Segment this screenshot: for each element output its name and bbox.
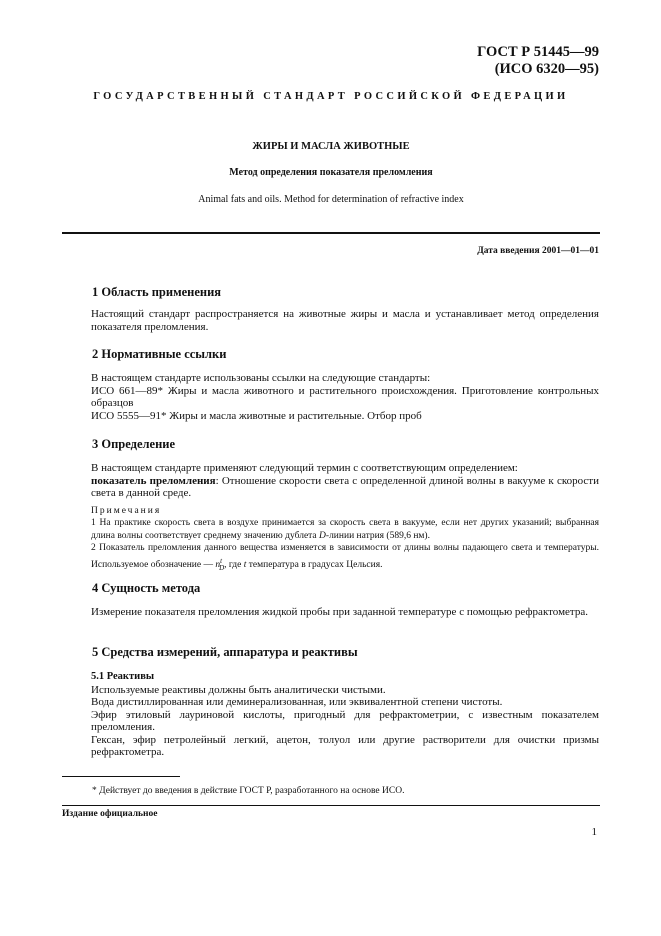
section-body-1 (91, 308, 599, 333)
document-title: ЖИРЫ И МАСЛА ЖИВОТНЫЕ (252, 141, 410, 152)
paragraph: В настоящем стандарте применяют следующий термин с соответствующим определением: (91, 462, 518, 474)
designation-iso: (ИСО 6320—95) (494, 61, 599, 77)
section-heading-1: 1 Область применения (92, 285, 222, 299)
state-standard-banner: ГОСУДАРСТВЕННЫЙ СТАНДАРТ РОССИЙСКОЙ ФЕДЕРАЦИИ (93, 91, 569, 102)
standard-designation (477, 44, 599, 78)
note-2: 2 Показатель преломления данного вещества изменяется в зависимости от длины волны падающего света и температуры. Используемое обозначение — $n^t_D$, где t температура в градусах Цельсия. (91, 543, 599, 572)
paragraph: В настоящем стандарте использованы ссылки на следующие стандарты: (91, 372, 431, 384)
paragraph: Вода дистиллированная или деминерализованная, или эквивалентной степени чистоты. (91, 696, 503, 708)
footnote-divider (62, 776, 180, 777)
footnote: * Действует до введения в действие ГОСТ Р, разработанного на основе ИСО. (92, 786, 405, 796)
section-heading-3: 3 Определение (92, 437, 176, 451)
note-1: 1 На практике скорость света в воздухе принимается за скорость света в вакууме, если нет других указаний; выбранная длина волны соответствует среднему значению дублета D-линии натрия (589,6 нм). (91, 518, 599, 541)
section-body-4 (91, 606, 599, 619)
section-heading-2: 2 Нормативные ссылки (92, 347, 227, 361)
reference-item: ИСО 661—89* Жиры и масла животного и растительного происхождения. Приготовление контрольных образцов (91, 384, 599, 409)
paragraph: Гексан, эфир петролейный легкий, ацетон, толуол или другие растворители для очистки призмы рефрактометра. (91, 733, 599, 758)
defined-term: показатель преломления (91, 474, 216, 487)
document-subtitle: Метод определения показателя преломления (229, 167, 433, 178)
definition-paragraph (91, 475, 599, 500)
term-definition: : Отношение скорости света с определенной длиной волны в вакууме к скорости света в данной среде. (91, 474, 599, 499)
subsection-heading: 5.1 Реактивы (91, 671, 155, 682)
section-heading-4: 4 Сущность метода (92, 581, 201, 595)
refractive-index-symbol: $n^t_D$ (215, 556, 225, 572)
section-body-2 (91, 372, 599, 422)
notes-heading: Примечания (91, 505, 162, 516)
edition-divider (62, 805, 600, 806)
section-body-3 (91, 462, 599, 574)
reference-item: ИСО 5555—91* Жиры и масла животные и растительные. Отбор проб (91, 409, 422, 422)
paragraph: Настоящий стандарт распространяется на животные жиры и масла и устанавливает метод определения показателя преломления. (91, 308, 599, 333)
paragraph: Эфир этиловый лауриновой кислоты, пригодный для рефрактометрии, с известным показателем преломления. (91, 708, 599, 733)
title-divider (62, 232, 600, 234)
paragraph: Измерение показателя преломления жидкой пробы при заданной температуре с помощью рефрактометра. (91, 606, 589, 618)
english-title: Animal fats and oils. Method for determination of refractive index (198, 194, 464, 205)
section-heading-5: 5 Средства измерений, аппаратура и реактивы (92, 645, 358, 659)
page-number: 1 (591, 826, 597, 838)
paragraph: Используемые реактивы должны быть аналитически чистыми. (91, 683, 386, 696)
edition-label: Издание официальное (62, 809, 158, 819)
notes-block (91, 505, 599, 575)
section-body-5 (91, 671, 599, 759)
designation-gost: ГОСТ Р 51445—99 (477, 44, 599, 60)
introduction-date: Дата введения 2001—01—01 (477, 246, 599, 256)
